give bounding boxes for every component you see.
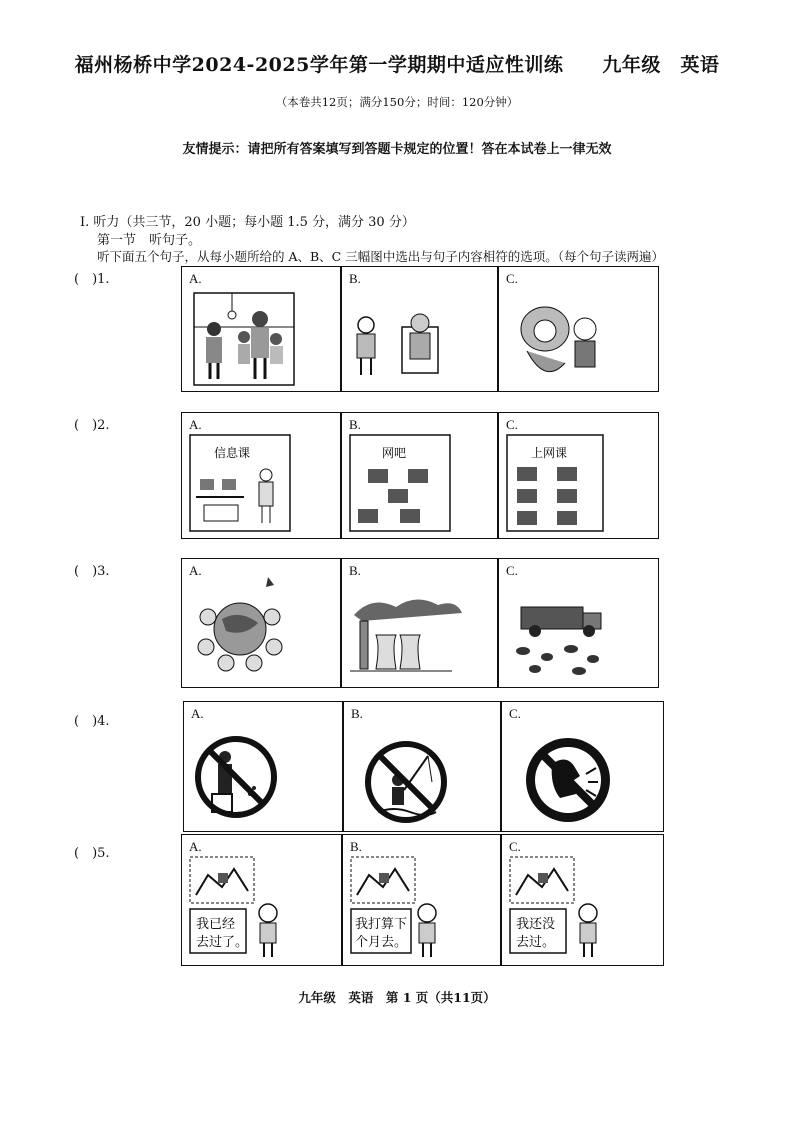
question-number-4: ( )4. xyxy=(74,714,110,729)
part-heading: 第一节 听句子。 xyxy=(97,233,202,248)
option-label: B. xyxy=(350,839,362,854)
option-label: B. xyxy=(349,271,361,286)
option-label: A. xyxy=(189,563,202,578)
q2-option-b xyxy=(341,412,498,539)
q3-option-c xyxy=(498,558,659,688)
option-label: B. xyxy=(349,417,361,432)
option-label: B. xyxy=(349,563,361,578)
bus-family-picture xyxy=(182,267,339,390)
q1-option-c xyxy=(498,266,659,392)
q2-option-a xyxy=(181,412,341,539)
section-heading: I. 听力（共三节，20 小题；每小题 1.5 分，满分 30 分） xyxy=(80,215,415,230)
option-label: C. xyxy=(506,417,518,432)
speech-line-2: 个月去。 xyxy=(355,935,408,950)
caption-info-class: 信息课 xyxy=(214,446,251,460)
question-number-2: ( )2. xyxy=(74,418,110,433)
offering-seat-picture xyxy=(342,267,496,390)
question-number-1: ( )1. xyxy=(74,272,110,287)
computer-class-picture xyxy=(182,413,339,537)
option-label: A. xyxy=(191,706,204,721)
q3-option-b xyxy=(341,558,498,688)
internet-cafe-picture xyxy=(342,413,496,537)
exam-info: （本卷共12页；满分150分；时间：120分钟） xyxy=(275,95,519,109)
speech-line-1: 我还没 xyxy=(516,917,556,932)
online-class-picture xyxy=(499,413,657,537)
no-fishing-sign xyxy=(344,702,499,830)
question-number-3: ( )3. xyxy=(74,564,110,579)
great-wall-picture-a xyxy=(182,835,340,964)
rubbish-truck-picture xyxy=(499,559,657,686)
speech-line-1: 我打算下 xyxy=(355,917,408,932)
option-label: A. xyxy=(189,417,202,432)
option-label: C. xyxy=(506,563,518,578)
factory-pollution-picture xyxy=(342,559,496,686)
q5-option-b xyxy=(342,834,501,966)
speech-line-2: 去过了。 xyxy=(196,935,249,950)
q5-option-a xyxy=(181,834,342,966)
q4-option-a xyxy=(183,701,343,832)
caption-online-class: 上网课 xyxy=(531,446,568,460)
instruction-text: 听下面五个句子，从每小题所给的 A、B、C 三幅图中选出与句子内容相符的选项。（每个句子读两遍） xyxy=(97,249,664,264)
option-label: A. xyxy=(189,271,202,286)
no-loud-noise-sign xyxy=(502,702,662,830)
option-label: B. xyxy=(351,706,363,721)
q4-option-b xyxy=(343,701,501,832)
q1-option-b xyxy=(341,266,498,392)
option-label: A. xyxy=(189,839,202,854)
great-wall-picture-c xyxy=(502,835,662,964)
option-label: C. xyxy=(506,271,518,286)
speech-line-1: 我已经 xyxy=(196,917,236,932)
children-globe-picture xyxy=(182,559,339,686)
no-littering-sign xyxy=(184,702,341,830)
page-footer: 九年级 英语 第 1 页（共11页） xyxy=(298,990,496,1005)
q2-option-c xyxy=(498,412,659,539)
q1-option-a xyxy=(181,266,341,392)
q4-option-c xyxy=(501,701,664,832)
q5-option-c xyxy=(501,834,664,966)
caption-internet-cafe: 网吧 xyxy=(382,446,407,460)
page-title: 福州杨桥中学2024-2025学年第一学期期中适应性训练 九年级 英语 xyxy=(74,54,720,76)
option-label: C. xyxy=(509,839,521,854)
speech-line-2: 去过。 xyxy=(516,935,556,950)
grandparents-picture xyxy=(499,267,657,390)
option-label: C. xyxy=(509,706,521,721)
friendly-tip: 友情提示：请把所有答案填写到答题卡规定的位置！答在本试卷上一律无效 xyxy=(182,142,612,157)
q3-option-a xyxy=(181,558,341,688)
question-number-5: ( )5. xyxy=(74,846,110,861)
great-wall-picture-b xyxy=(343,835,499,964)
